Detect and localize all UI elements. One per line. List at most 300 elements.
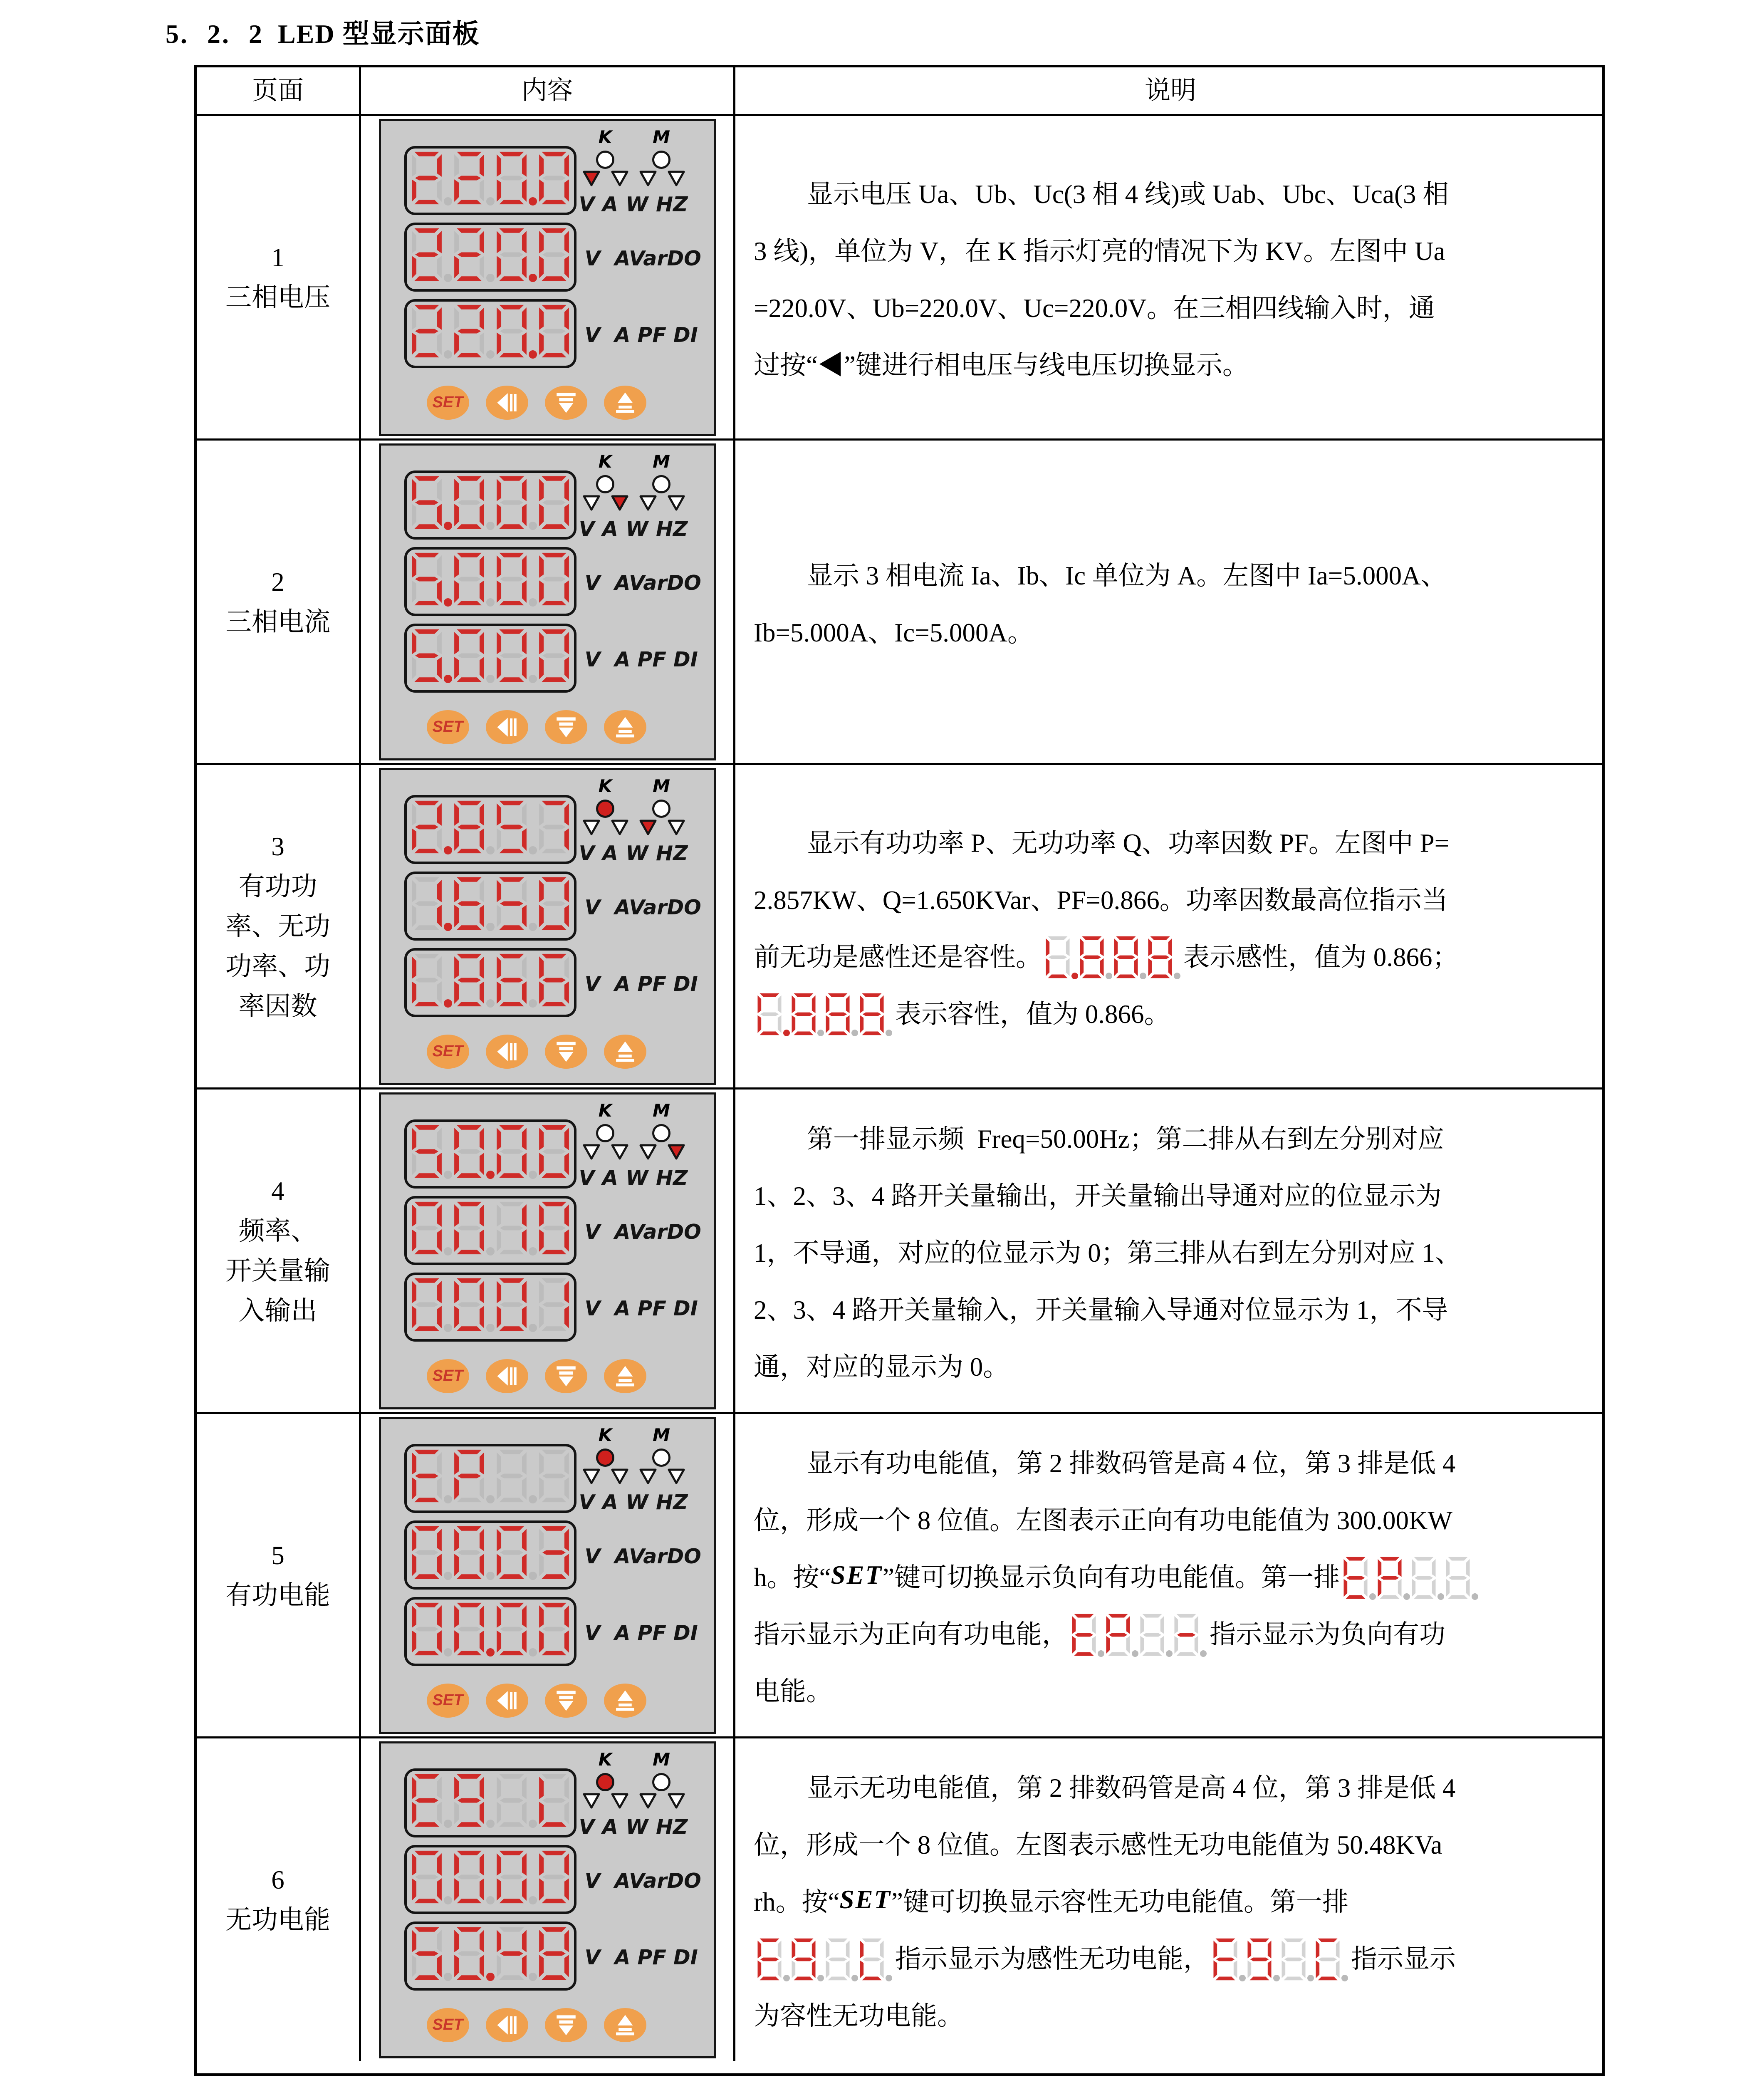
unit-arrows bbox=[582, 1793, 685, 1809]
description-line bbox=[754, 1336, 1587, 1393]
page-cell bbox=[197, 1090, 359, 1412]
decimal-dot bbox=[486, 1973, 495, 1981]
left-button bbox=[486, 1035, 528, 1069]
unit-arrow-icon bbox=[667, 170, 685, 187]
seven-seg-digit bbox=[411, 1276, 443, 1333]
up-arrow-icon bbox=[614, 1364, 637, 1388]
decimal-dot bbox=[486, 999, 495, 1008]
description-text: 第一排显示频 Freq=50.00Hz；第二排从右到左分别对应 bbox=[807, 1124, 1444, 1154]
description-line bbox=[754, 1165, 1587, 1222]
indicator-label: M bbox=[653, 1100, 670, 1121]
decimal-dot bbox=[444, 999, 452, 1008]
decimal-dot bbox=[444, 923, 452, 931]
seven-seg-digit bbox=[453, 474, 485, 531]
seven-seg-digit bbox=[538, 226, 570, 283]
up-arrow-icon bbox=[614, 2013, 637, 2037]
decimal-dot bbox=[444, 1171, 452, 1179]
seven-seg-digit bbox=[495, 226, 528, 283]
display-digits bbox=[410, 1448, 571, 1506]
set-button: SET bbox=[427, 386, 469, 420]
led-panel-figure bbox=[379, 1417, 716, 1734]
decimal-dot bbox=[444, 197, 452, 206]
seven-seg-digit bbox=[538, 1448, 570, 1504]
down-button bbox=[545, 1035, 587, 1069]
decimal-dot bbox=[486, 1648, 495, 1657]
led-panel-figure bbox=[379, 1092, 716, 1409]
display-digits bbox=[410, 1772, 571, 1831]
decimal-dot bbox=[486, 1247, 495, 1255]
unit-arrows bbox=[582, 170, 685, 187]
up-button bbox=[604, 386, 646, 420]
description-line bbox=[754, 334, 1587, 391]
unit-arrow-icon bbox=[667, 1144, 685, 1160]
up-button bbox=[604, 2008, 646, 2042]
decimal-dot bbox=[1239, 1975, 1246, 1981]
inline-led-figure bbox=[1071, 1612, 1207, 1658]
unit-arrow-icon bbox=[639, 1144, 657, 1160]
description-text: 2、3、4 路开关量输入，开关量输入导通对位显示为 1，不导 bbox=[754, 1295, 1448, 1325]
unit-arrow-icon bbox=[639, 170, 657, 187]
page-label-line: 率因数 bbox=[238, 991, 317, 1021]
left-arrow-icon bbox=[495, 716, 519, 739]
seven-seg-digit bbox=[538, 303, 570, 359]
seven-seg-digit bbox=[538, 627, 570, 684]
units-row-3: V A PF DI bbox=[584, 323, 698, 347]
left-button bbox=[486, 710, 528, 744]
decimal-dot bbox=[1403, 1593, 1410, 1600]
unit-label: A bbox=[602, 1490, 618, 1514]
display-digits bbox=[410, 303, 571, 362]
seven-seg-digit bbox=[825, 991, 851, 1037]
display-digits bbox=[410, 799, 571, 857]
decimal-dot bbox=[529, 197, 537, 206]
decimal-dot bbox=[444, 846, 452, 854]
up-arrow-icon bbox=[614, 1040, 637, 1063]
description-text: 2.857KW、Q=1.650KVar、PF=0.866。功率因数最高位指示当 bbox=[754, 885, 1448, 915]
up-arrow-icon bbox=[614, 716, 637, 739]
seven-seg-digit bbox=[1212, 1936, 1238, 1982]
seven-seg-digit bbox=[1079, 934, 1105, 980]
decimal-dot bbox=[486, 350, 495, 359]
seven-seg-digit bbox=[411, 303, 443, 359]
unit-label: A bbox=[602, 1166, 618, 1190]
seven-seg-digit bbox=[411, 1601, 443, 1657]
description-cell bbox=[733, 116, 1602, 438]
seven-seg-digit bbox=[453, 1448, 485, 1504]
seven-seg-digit bbox=[495, 875, 528, 932]
description-cell bbox=[733, 765, 1602, 1087]
seven-seg-digit bbox=[411, 551, 443, 607]
decimal-dot bbox=[783, 1975, 790, 1981]
description-line bbox=[754, 1547, 1587, 1604]
set-button: SET bbox=[427, 710, 469, 744]
seven-seg-digit bbox=[791, 991, 816, 1037]
decimal-dot bbox=[529, 1896, 537, 1904]
indicator-label: K bbox=[598, 1424, 612, 1445]
page-label-line: 2 bbox=[271, 567, 285, 597]
seven-seg-digit bbox=[453, 952, 485, 1008]
down-arrow-icon bbox=[554, 2013, 578, 2037]
unit-arrow-icon bbox=[582, 1793, 601, 1809]
seven-seg-digit bbox=[411, 1772, 443, 1829]
down-button bbox=[545, 1359, 587, 1393]
seven-seg-digit bbox=[453, 1123, 485, 1180]
unit-arrow-icon bbox=[639, 1468, 657, 1485]
units-row-1 bbox=[579, 1491, 688, 1514]
seven-seg-digit bbox=[411, 1448, 443, 1504]
table-header-row bbox=[197, 67, 1602, 114]
k-indicator-lamp bbox=[596, 800, 614, 818]
seven-seg-digit bbox=[495, 952, 528, 1008]
seven-seg-digit bbox=[453, 1772, 485, 1829]
unit-arrow-icon bbox=[667, 1468, 685, 1485]
unit-arrow-icon bbox=[611, 170, 629, 187]
units-row-2: V AVarDO bbox=[584, 1220, 701, 1244]
seven-seg-digit bbox=[411, 150, 443, 206]
decimal-dot bbox=[851, 1975, 858, 1981]
seven-seg-digit bbox=[453, 226, 485, 283]
decimal-dot bbox=[529, 1572, 537, 1580]
description-line bbox=[754, 1490, 1587, 1547]
seven-seg-digit bbox=[1113, 934, 1139, 980]
page-label-line: 4 bbox=[271, 1176, 285, 1206]
indicator-label: K bbox=[598, 1100, 612, 1121]
display-row-2 bbox=[404, 547, 576, 616]
description-text: 表示感性，值为 0.866； bbox=[1183, 942, 1459, 972]
decimal-dot bbox=[529, 1495, 537, 1503]
description-line bbox=[754, 869, 1587, 926]
decimal-dot bbox=[444, 1820, 452, 1828]
description-line bbox=[754, 1279, 1587, 1336]
up-button bbox=[604, 710, 646, 744]
description-text: 前无功是感性还是容性。 bbox=[754, 942, 1042, 972]
indicator-label: M bbox=[653, 1424, 670, 1445]
description-text: =220.0V、Ub=220.0V、Uc=220.0V。在三相四线输入时，通 bbox=[754, 293, 1435, 323]
description-line bbox=[754, 602, 1587, 659]
set-key-text: SET bbox=[839, 1885, 891, 1914]
description-line bbox=[754, 1871, 1587, 1928]
button-row bbox=[427, 386, 646, 420]
description-text: 位，形成一个 8 位值。左图表示正向有功电能值为 300.00KW bbox=[754, 1506, 1452, 1535]
units-row-3: V A PF DI bbox=[584, 1296, 698, 1320]
seven-seg-digit bbox=[495, 150, 528, 206]
decimal-dot bbox=[529, 1324, 537, 1332]
seven-seg-digit bbox=[538, 1925, 570, 1982]
page-label-line: 三相电流 bbox=[225, 607, 330, 636]
description-text: 位，形成一个 8 位值。左图表示感性无功电能值为 50.48KVa bbox=[754, 1830, 1442, 1860]
units-row-3: V A PF DI bbox=[584, 1945, 698, 1969]
description-text: 3 线)，单位为 V，在 K 指示灯亮的情况下为 KV。左图中 Ua bbox=[754, 236, 1445, 266]
seven-seg-digit bbox=[757, 991, 782, 1037]
seven-seg-digit bbox=[411, 226, 443, 283]
description-text: ”键可切换显示负向有功电能值。第一排 bbox=[883, 1563, 1340, 1592]
seven-seg-digit bbox=[1045, 934, 1071, 980]
page-cell bbox=[197, 1414, 359, 1736]
m-indicator-lamp bbox=[652, 1449, 670, 1467]
seven-seg-digit bbox=[495, 1276, 528, 1333]
decimal-dot bbox=[529, 675, 537, 683]
page-label-line: 1 bbox=[271, 243, 285, 272]
seven-seg-digit bbox=[538, 1772, 570, 1829]
decimal-dot bbox=[529, 1247, 537, 1255]
seven-seg-digit bbox=[453, 1925, 485, 1982]
units-row-2: V AVarDO bbox=[584, 1869, 701, 1893]
page-cell bbox=[197, 441, 359, 763]
description-text: 显示有功电能值，第 2 排数码管是高 4 位，第 3 排是低 4 bbox=[807, 1449, 1456, 1478]
table-row bbox=[197, 1412, 1602, 1736]
unit-label: HZ bbox=[656, 1815, 688, 1839]
display-row-3 bbox=[404, 624, 576, 693]
display-row-1 bbox=[404, 1119, 576, 1189]
set-button: SET bbox=[427, 1684, 469, 1718]
decimal-dot bbox=[1132, 1650, 1138, 1657]
down-arrow-icon bbox=[554, 716, 578, 739]
km-indicators bbox=[577, 1100, 690, 1142]
seven-seg-digit bbox=[825, 1936, 851, 1982]
unit-arrows bbox=[582, 1468, 685, 1485]
display-digits bbox=[410, 551, 571, 609]
description-text: rh。按“ bbox=[754, 1887, 840, 1917]
description-line bbox=[754, 1604, 1587, 1661]
units-row-3: V A PF DI bbox=[584, 972, 698, 996]
seven-seg-digit bbox=[1315, 1936, 1341, 1982]
seven-seg-digit bbox=[538, 1200, 570, 1256]
left-button bbox=[486, 1359, 528, 1393]
decimal-dot bbox=[1273, 1975, 1280, 1981]
decimal-dot bbox=[529, 598, 537, 607]
decimal-dot bbox=[486, 923, 495, 931]
decimal-dot bbox=[1437, 1593, 1444, 1600]
seven-seg-digit bbox=[495, 1772, 528, 1829]
display-row-3 bbox=[404, 948, 576, 1017]
decimal-dot bbox=[529, 1648, 537, 1657]
table-row bbox=[197, 438, 1602, 763]
seven-seg-digit bbox=[411, 627, 443, 684]
seven-seg-digit bbox=[1411, 1555, 1437, 1601]
indicator-k bbox=[596, 451, 614, 493]
seven-seg-digit bbox=[411, 952, 443, 1008]
left-arrow-icon bbox=[495, 2013, 519, 2037]
seven-seg-digit bbox=[1173, 1612, 1199, 1658]
display-row-3 bbox=[404, 1273, 576, 1342]
description-cell bbox=[733, 1738, 1602, 2061]
k-indicator-lamp bbox=[596, 151, 614, 169]
inline-led-figure bbox=[1342, 1555, 1479, 1601]
up-button bbox=[604, 1035, 646, 1069]
unit-label: HZ bbox=[656, 841, 688, 865]
unit-label: A bbox=[602, 1815, 618, 1839]
decimal-dot bbox=[486, 1820, 495, 1828]
description-line bbox=[754, 1433, 1587, 1490]
display-digits bbox=[410, 952, 571, 1010]
unit-arrow-icon bbox=[639, 1793, 657, 1809]
km-indicators bbox=[577, 1749, 690, 1791]
page-label-line: 5 bbox=[271, 1540, 285, 1570]
content-cell bbox=[359, 765, 733, 1087]
description-line bbox=[754, 163, 1587, 220]
decimal-dot bbox=[529, 274, 537, 282]
unit-arrow-icon bbox=[611, 819, 629, 836]
display-digits bbox=[410, 474, 571, 533]
units-row-2: V AVarDO bbox=[584, 571, 701, 595]
seven-seg-digit bbox=[757, 1936, 782, 1982]
k-indicator-lamp bbox=[596, 1773, 614, 1791]
seven-seg-digit bbox=[495, 1524, 528, 1581]
seven-seg-digit bbox=[453, 551, 485, 607]
decimal-dot bbox=[529, 1171, 537, 1179]
inline-led-figure bbox=[756, 991, 893, 1037]
left-button bbox=[486, 1684, 528, 1718]
decimal-dot bbox=[1174, 973, 1180, 979]
decimal-dot bbox=[486, 1896, 495, 1904]
indicator-label: M bbox=[653, 1749, 670, 1770]
units-row-1 bbox=[579, 1166, 688, 1190]
decimal-dot bbox=[1071, 973, 1078, 979]
seven-seg-digit bbox=[411, 799, 443, 855]
down-arrow-icon bbox=[554, 391, 578, 414]
display-digits bbox=[410, 1925, 571, 1984]
unit-arrow-icon bbox=[611, 1793, 629, 1809]
table-row bbox=[197, 763, 1602, 1087]
page-label-line: 入输出 bbox=[238, 1296, 317, 1325]
decimal-dot bbox=[817, 1030, 824, 1036]
unit-label: V bbox=[579, 1490, 595, 1514]
seven-seg-digit bbox=[411, 474, 443, 531]
units-row-2: V AVarDO bbox=[584, 246, 701, 270]
seven-seg-digit bbox=[411, 1849, 443, 1905]
indicator-label: M bbox=[653, 775, 670, 796]
seven-seg-digit bbox=[538, 875, 570, 932]
decimal-dot bbox=[1166, 1650, 1173, 1657]
indicator-m bbox=[652, 127, 670, 169]
units-row-3: V A PF DI bbox=[584, 1621, 698, 1645]
m-indicator-lamp bbox=[652, 475, 670, 493]
page-label-line: 三相电压 bbox=[225, 282, 330, 312]
page-label-line: 3 bbox=[271, 832, 285, 861]
decimal-dot bbox=[851, 1030, 858, 1036]
decimal-dot bbox=[486, 274, 495, 282]
description-cell bbox=[733, 1090, 1602, 1412]
seven-seg-digit bbox=[1445, 1555, 1471, 1601]
display-row-1 bbox=[404, 1768, 576, 1837]
seven-seg-digit bbox=[495, 303, 528, 359]
description-text: 显示电压 Ua、Ub、Uc(3 相 4 线)或 Uab、Ubc、Uca(3 相 bbox=[807, 179, 1449, 209]
seven-seg-digit bbox=[538, 1276, 570, 1333]
unit-label: V bbox=[579, 1815, 595, 1839]
unit-label: V bbox=[579, 841, 595, 865]
unit-arrow-icon bbox=[582, 170, 601, 187]
display-digits bbox=[410, 1601, 571, 1659]
decimal-dot bbox=[444, 1495, 452, 1503]
decimal-dot bbox=[529, 1820, 537, 1828]
seven-seg-digit bbox=[1147, 934, 1173, 980]
unit-arrow-icon bbox=[667, 819, 685, 836]
decimal-dot bbox=[529, 350, 537, 359]
page-cell bbox=[197, 116, 359, 438]
indicator-label: K bbox=[598, 1749, 612, 1770]
seven-seg-digit bbox=[495, 1849, 528, 1905]
page-cell bbox=[197, 765, 359, 1087]
display-row-1 bbox=[404, 146, 576, 215]
unit-arrow-icon bbox=[639, 819, 657, 836]
decimal-dot bbox=[1200, 1650, 1207, 1657]
decimal-dot bbox=[444, 1572, 452, 1580]
decimal-dot bbox=[1098, 1650, 1104, 1657]
display-digits bbox=[410, 1123, 571, 1182]
set-button: SET bbox=[427, 1359, 469, 1393]
display-row-3 bbox=[404, 299, 576, 368]
seven-seg-digit bbox=[538, 1123, 570, 1180]
down-arrow-icon bbox=[554, 1689, 578, 1712]
units-row-1 bbox=[579, 517, 688, 541]
units-row-1 bbox=[579, 842, 688, 865]
led-panel-figure bbox=[379, 443, 716, 760]
seven-seg-digit bbox=[453, 1276, 485, 1333]
decimal-dot bbox=[886, 1030, 892, 1036]
unit-arrows bbox=[582, 1144, 685, 1160]
indicator-label: M bbox=[653, 126, 670, 147]
description-text: 过按“◀”键进行相电压与线电压切换显示。 bbox=[754, 350, 1249, 380]
units-row-1 bbox=[579, 193, 688, 216]
seven-seg-digit bbox=[453, 303, 485, 359]
left-button bbox=[486, 386, 528, 420]
decimal-dot bbox=[444, 598, 452, 607]
unit-arrow-icon bbox=[611, 495, 629, 511]
seven-seg-digit bbox=[859, 991, 885, 1037]
decimal-dot bbox=[486, 846, 495, 854]
description-text: 电能。 bbox=[754, 1677, 832, 1706]
description-text: 显示有功功率 P、无功功率 Q、功率因数 PF。左图中 P= bbox=[807, 828, 1450, 858]
description-text: h。按“ bbox=[754, 1563, 831, 1592]
description-text: 指示显示为负向有功 bbox=[1210, 1620, 1445, 1649]
indicator-k bbox=[596, 1425, 614, 1467]
header-description: 说明 bbox=[733, 67, 1602, 114]
indicator-k bbox=[596, 776, 614, 818]
description-line bbox=[754, 1757, 1587, 1814]
description-text: 为容性无功电能。 bbox=[754, 2001, 963, 2030]
button-row bbox=[427, 1035, 646, 1069]
page-cell bbox=[197, 1738, 359, 2061]
unit-label: W bbox=[626, 192, 648, 216]
unit-label: W bbox=[626, 1490, 648, 1514]
decimal-dot bbox=[444, 1324, 452, 1332]
seven-seg-digit bbox=[495, 1448, 528, 1504]
inline-led-figure bbox=[1044, 934, 1181, 980]
unit-label: W bbox=[626, 1815, 648, 1839]
description-cell bbox=[733, 441, 1602, 763]
description-line bbox=[754, 1108, 1587, 1165]
display-digits bbox=[410, 1849, 571, 1907]
header-page: 页面 bbox=[252, 77, 304, 105]
unit-arrow-icon bbox=[582, 819, 601, 836]
decimal-dot bbox=[486, 522, 495, 530]
decimal-dot bbox=[817, 1975, 824, 1981]
decimal-dot bbox=[486, 1171, 495, 1179]
indicator-label: K bbox=[598, 775, 612, 796]
description-line bbox=[754, 926, 1587, 983]
left-arrow-icon bbox=[495, 1689, 519, 1712]
seven-seg-digit bbox=[1377, 1555, 1403, 1601]
decimal-dot bbox=[529, 923, 537, 931]
decimal-dot bbox=[444, 675, 452, 683]
set-key-text: SET bbox=[831, 1560, 883, 1590]
units-row-2: V AVarDO bbox=[584, 1544, 701, 1568]
decimal-dot bbox=[444, 1973, 452, 1981]
indicator-m bbox=[652, 1425, 670, 1467]
decimal-dot bbox=[444, 274, 452, 282]
display-row-1 bbox=[404, 470, 576, 540]
content-cell bbox=[359, 1738, 733, 2061]
